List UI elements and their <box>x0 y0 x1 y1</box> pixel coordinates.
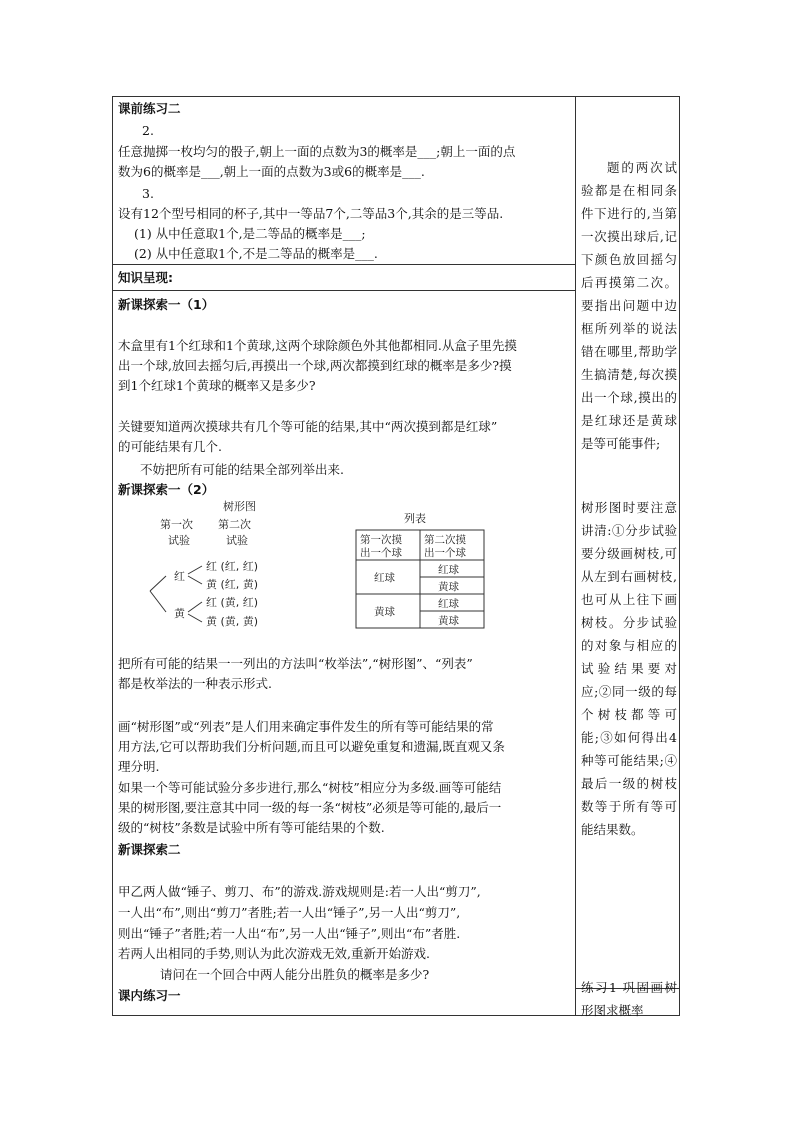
teaching-note-text: 树形图时要注意讲清:①分步试验要分级画树枝,可从左到右画树枝,也可从上往下画树枝。分步试验的对象与相应的试验结果要对应;②同一级的每个树枝都等可能;③如何得出4种等可能结果;④最后一级的树枝数等于所有等可能结果数。 <box>581 500 677 837</box>
table-header: 第二次摸 <box>424 534 466 546</box>
table-header: 出一个球 <box>360 547 402 559</box>
paragraph-line: 甲乙两人做“锤子、剪刀、布”的游戏.游戏规则是:若一人出“剪刀”, <box>118 884 481 899</box>
paragraph-line: 则出“锤子”者胜;若一人出“布”,另一人出“锤子”,则出“布”者胜. <box>118 926 461 941</box>
question-subitem: (1) 从中任意取1个,是二等品的概率是___; <box>134 226 366 241</box>
section-heading: 新课探索二 <box>118 842 181 857</box>
practice-heading: 课内练习一 <box>118 988 181 1003</box>
table-cell: 红球 <box>438 564 459 576</box>
tree-col2: 第二次 <box>218 518 251 531</box>
paragraph-line: 不妨把所有可能的结果全部列举出来. <box>140 462 344 477</box>
table-row-label: 红球 <box>374 572 395 584</box>
paragraph-line: 理分明. <box>118 759 160 774</box>
paragraph-line: 都是枚举法的一种表示形式. <box>118 676 272 691</box>
table-title: 列表 <box>404 512 426 525</box>
paragraph-line: 级的“树枝”条数是试验中所有等可能结果的个数. <box>118 820 385 835</box>
tree-node: 红 <box>174 570 185 583</box>
question-number: 2. <box>142 123 154 138</box>
paragraph-line: 关键要知道两次摸球共有几个等可能的结果,其中“两次摸到都是红球” <box>118 419 498 434</box>
table-header: 出一个球 <box>424 547 466 559</box>
table-row-label: 黄球 <box>374 606 395 618</box>
teaching-note <box>581 496 677 841</box>
paragraph-line: 若两人出相同的手势,则认为此次游戏无效,重新开始游戏. <box>118 946 430 961</box>
column-divider <box>575 96 576 1016</box>
tree-leaf: 红 (红, 红) <box>206 560 259 573</box>
paragraph-line: 木盒里有1个红球和1个黄球,这两个球除颜色外其他都相同.从盒子里先摸 <box>118 338 517 353</box>
warmup-heading: 课前练习二 <box>118 101 181 116</box>
tree-col1: 试验 <box>168 534 190 547</box>
question-text: 设有12个型号相同的杯子,其中一等品7个,二等品3个,其余的是三等品. <box>118 206 504 221</box>
tree-leaf: 红 (黄, 红) <box>206 596 259 609</box>
teaching-note <box>581 976 677 1022</box>
row-divider <box>112 264 575 265</box>
paragraph-line: 画“树形图”或“列表”是人们用来确定事件发生的所有等可能结果的常 <box>118 719 494 734</box>
knowledge-heading: 知识呈现: <box>118 270 173 285</box>
paragraph-line: 的可能结果有几个. <box>118 439 222 454</box>
tree-col1: 第一次 <box>160 518 193 531</box>
table-cell: 黄球 <box>438 581 459 593</box>
question-subitem: (2) 从中任意取1个,不是二等品的概率是___. <box>134 246 378 261</box>
question-number: 3. <box>142 186 154 201</box>
tree-leaf: 黄 (红, 黄) <box>206 578 259 591</box>
teaching-note-text: 题的两次试验都是在相同条件下进行的,当第一次摸出球后,记下颜色放回摇匀后再摸第二次。要指出问题中边框所列举的说法错在哪里,帮助学生搞清楚,每次摸出一个球,摸出的是红球还是黄球是等可能事件; <box>581 160 677 451</box>
tree-col2: 试验 <box>226 534 248 547</box>
teaching-note <box>581 156 677 455</box>
tree-title: 树形图 <box>223 500 256 513</box>
tree-and-table-figure <box>140 496 500 636</box>
paragraph-line: 把所有可能的结果一一列出的方法叫“枚举法”,“树形图”、“列表” <box>118 656 473 671</box>
paragraph-line: 一人出“布”,则出“剪刀”者胜;若一人出“锤子”,另一人出“剪刀”, <box>118 905 461 920</box>
tree-node: 黄 <box>174 607 185 620</box>
table-cell: 红球 <box>438 598 459 610</box>
paragraph-line: 到1个红球1个黄球的概率又是多少? <box>118 378 316 393</box>
paragraph-line: 果的树形图,要注意其中同一级的每一条“树枝”必须是等可能的,最后一 <box>118 800 502 815</box>
paragraph-line: 用方法,它可以帮助我们分析问题,而且可以避免重复和遗漏,既直观又条 <box>118 739 505 754</box>
section-heading: 新课探索一（2） <box>118 482 215 497</box>
question-text: 数为6的概率是___,朝上一面的点数为3或6的概率是___. <box>118 164 425 179</box>
paragraph-line: 出一个球,放回去摇匀后,再摸出一个球,两次都摸到红球的概率是多少?摸 <box>118 358 512 373</box>
row-divider <box>112 290 575 291</box>
paragraph-line: 如果一个等可能试验分多步进行,那么“树枝”相应分为多级.画等可能结 <box>118 780 502 795</box>
section-heading: 新课探索一（1） <box>118 297 215 312</box>
tree-leaf: 黄 (黄, 黄) <box>206 615 259 628</box>
paragraph-line: 请问在一个回合中两人能分出胜负的概率是多少? <box>160 967 430 982</box>
table-cell: 黄球 <box>438 615 459 627</box>
question-text: 任意抛掷一枚均匀的骰子,朝上一面的点数为3的概率是___;朝上一面的点 <box>118 144 516 159</box>
teaching-note-text: 练习1 巩固画树形图求概率 <box>581 980 677 1018</box>
table-header: 第一次摸 <box>360 534 402 546</box>
